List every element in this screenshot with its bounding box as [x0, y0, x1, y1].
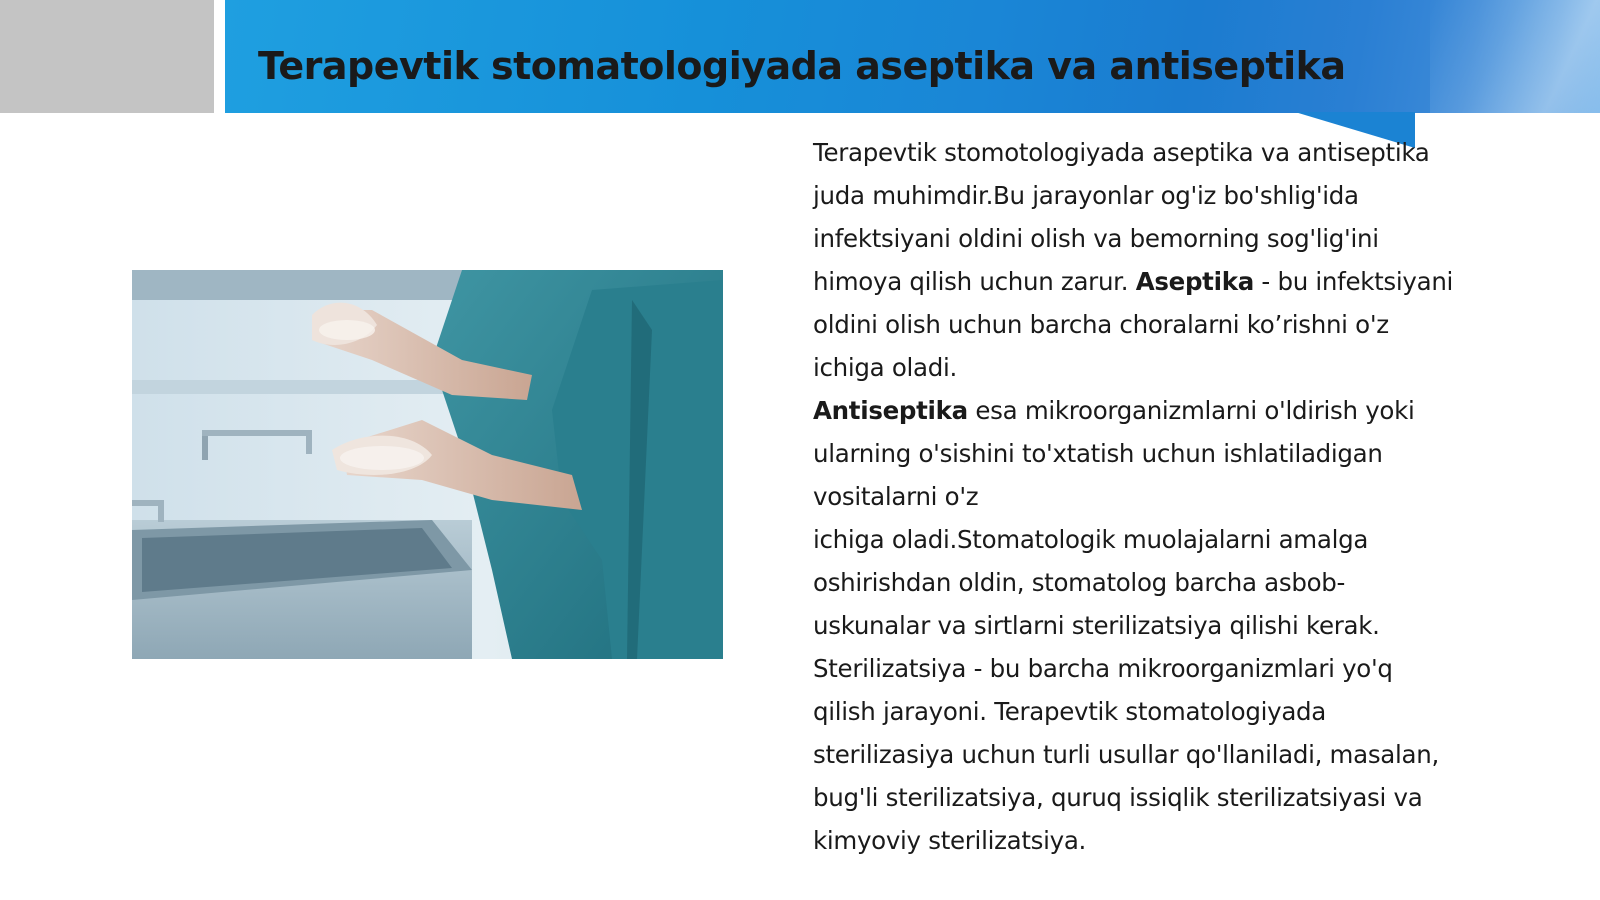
- body-line: ichiga oladi.Stomatologik muolajalarni amalga: [813, 525, 1369, 554]
- handwashing-illustration: [132, 270, 723, 659]
- body-paragraph: [813, 131, 1513, 862]
- body-line: qilish jarayoni. Terapevtik stomatologiyada: [813, 697, 1327, 726]
- body-line: infektsiyani oldini olish va bemorning sog'lig'ini: [813, 224, 1379, 253]
- body-text-span: esa mikroorganizmlarni o'ldirish yoki: [967, 396, 1415, 425]
- body-line: kimyoviy sterilizatsiya.: [813, 826, 1087, 855]
- handwashing-photo: [132, 270, 723, 659]
- body-line: ularning o'sishini to'xtatish uchun ishlatiladigan: [813, 439, 1383, 468]
- header-gray-block: [0, 0, 214, 113]
- body-line: vositalarni o'z: [813, 482, 979, 511]
- body-line: ichiga oladi.: [813, 353, 958, 382]
- body-line: oshirishdan oldin, stomatolog barcha asbob-: [813, 568, 1346, 597]
- body-line: oldini olish uchun barcha choralarni ko’rishni o'z: [813, 310, 1389, 339]
- body-line: sterilizasiya uchun turli usullar qo'llaniladi, masalan,: [813, 740, 1439, 769]
- body-line: uskunalar va sirtlarni sterilizatsiya qilishi kerak.: [813, 611, 1380, 640]
- body-line: [813, 389, 1513, 432]
- slide-title: Terapevtik stomatologiyada aseptika va antiseptika: [258, 44, 1346, 88]
- body-line: Sterilizatsiya - bu barcha mikroorganizmlari yo'q: [813, 654, 1393, 683]
- body-line: bug'li sterilizatsiya, quruq issiqlik sterilizatsiyasi va: [813, 783, 1423, 812]
- body-line: [813, 260, 1513, 303]
- body-text-span: - bu infektsiyani: [1253, 267, 1454, 296]
- body-line: Terapevtik stomotologiyada aseptika va antiseptika: [813, 138, 1430, 167]
- body-text-span: himoya qilish uchun zarur.: [813, 267, 1136, 296]
- body-line: juda muhimdir.Bu jarayonlar og'iz bo'shlig'ida: [813, 181, 1359, 210]
- antiseptika-term: Antiseptika: [813, 396, 968, 425]
- aseptika-term: Aseptika: [1135, 267, 1254, 296]
